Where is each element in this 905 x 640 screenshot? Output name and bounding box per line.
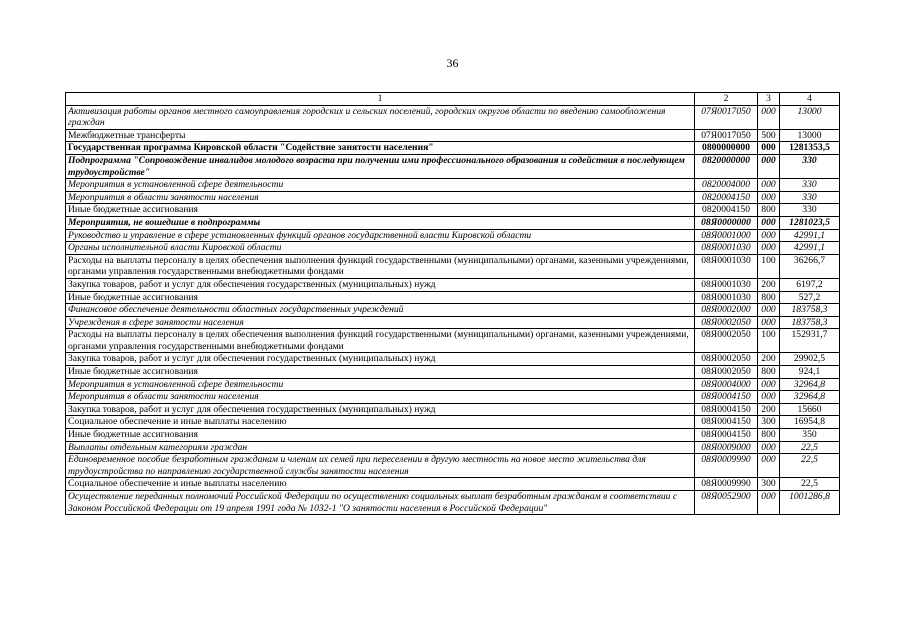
row-code: 08Я0002050 <box>695 316 758 329</box>
row-amount: 42991,1 <box>780 242 840 255</box>
row-kind: 000 <box>758 179 780 192</box>
row-code: 0820004150 <box>695 191 758 204</box>
row-amount: 13000 <box>780 129 840 142</box>
row-kind: 800 <box>758 429 780 442</box>
row-amount: 36266,7 <box>780 254 840 278</box>
row-amount: 350 <box>780 429 840 442</box>
table-row <box>66 254 840 278</box>
row-code: 08Я0004150 <box>695 429 758 442</box>
row-amount: 152931,7 <box>780 329 840 353</box>
row-amount: 32964,8 <box>780 391 840 404</box>
table-header-row <box>66 93 840 106</box>
row-code: 08Я0001000 <box>695 229 758 242</box>
row-kind: 800 <box>758 291 780 304</box>
row-code: 08Я0001030 <box>695 291 758 304</box>
row-name: Мероприятия, не вошедшие в подпрограммы <box>66 216 695 229</box>
row-code: 07Я0017050 <box>695 105 758 129</box>
row-kind: 000 <box>758 229 780 242</box>
row-amount: 527,2 <box>780 291 840 304</box>
row-code: 0800000000 <box>695 142 758 155</box>
row-name: Государственная программа Кировской области "Содействие занятости населения" <box>66 142 695 155</box>
table-row <box>66 329 840 353</box>
row-code: 08Я0001030 <box>695 242 758 255</box>
row-code: 08Я0001030 <box>695 254 758 278</box>
row-kind: 100 <box>758 329 780 353</box>
row-kind: 000 <box>758 216 780 229</box>
row-kind: 500 <box>758 129 780 142</box>
row-name: Финансовое обеспечение деятельности областных государственных учреждений <box>66 304 695 317</box>
row-kind: 000 <box>758 316 780 329</box>
header-col-2: 2 <box>695 93 758 106</box>
table-row <box>66 229 840 242</box>
row-name: Иные бюджетные ассигнования <box>66 366 695 379</box>
table-row <box>66 441 840 454</box>
row-kind: 200 <box>758 278 780 291</box>
row-code: 08Я0001030 <box>695 278 758 291</box>
row-code: 08Я0002000 <box>695 304 758 317</box>
row-amount: 1281353,5 <box>780 142 840 155</box>
row-name: Закупка товаров, работ и услуг для обеспечения государственных (муниципальных) нужд <box>66 403 695 416</box>
table-row <box>66 105 840 129</box>
row-code: 08Я0009990 <box>695 478 758 491</box>
row-amount: 1001286,8 <box>780 491 840 515</box>
table-row <box>66 129 840 142</box>
row-kind: 800 <box>758 204 780 217</box>
table-row <box>66 304 840 317</box>
page-number: 36 <box>446 56 459 70</box>
row-amount: 330 <box>780 179 840 192</box>
header-col-1: 1 <box>66 93 695 106</box>
row-name: Подпрограмма "Сопровождение инвалидов молодого возраста при получении ими профессионального образования и содействия в последующем трудоустройстве" <box>66 154 695 178</box>
row-name: Руководство и управление в сфере установленных функций органов государственной власти Кировской области <box>66 229 695 242</box>
table-row <box>66 154 840 178</box>
row-code: 0820000000 <box>695 154 758 178</box>
row-amount: 42991,1 <box>780 229 840 242</box>
row-name: Органы исполнительной власти Кировской области <box>66 242 695 255</box>
budget-table <box>65 92 840 515</box>
table-row <box>66 316 840 329</box>
table-row <box>66 142 840 155</box>
row-code: 0820004000 <box>695 179 758 192</box>
row-amount: 16954,8 <box>780 416 840 429</box>
row-amount: 330 <box>780 204 840 217</box>
table-row <box>66 429 840 442</box>
row-code: 08Я0002050 <box>695 329 758 353</box>
table-row <box>66 278 840 291</box>
row-code: 08Я0000000 <box>695 216 758 229</box>
row-kind: 000 <box>758 378 780 391</box>
table-row <box>66 291 840 304</box>
row-kind: 000 <box>758 154 780 178</box>
row-name: Единовременное пособие безработным гражданам и членам их семей при переселении в другую местность на новое место жительства для трудоустройства по направлению государственной службы занятости населения <box>66 454 695 478</box>
row-name: Активизация работы органов местного самоуправления городских и сельских поселений, городских округов области по введению самообложения граждан <box>66 105 695 129</box>
row-kind: 000 <box>758 304 780 317</box>
table-row <box>66 204 840 217</box>
row-name: Социальное обеспечение и иные выплаты населению <box>66 478 695 491</box>
row-name: Иные бюджетные ассигнования <box>66 204 695 217</box>
row-amount: 29902,5 <box>780 353 840 366</box>
table-row <box>66 179 840 192</box>
row-kind: 800 <box>758 366 780 379</box>
row-amount: 15660 <box>780 403 840 416</box>
row-amount: 330 <box>780 191 840 204</box>
row-amount: 183758,3 <box>780 304 840 317</box>
row-name: Закупка товаров, работ и услуг для обеспечения государственных (муниципальных) нужд <box>66 278 695 291</box>
row-kind: 300 <box>758 478 780 491</box>
row-kind: 000 <box>758 142 780 155</box>
table-row <box>66 216 840 229</box>
row-name: Социальное обеспечение и иные выплаты населению <box>66 416 695 429</box>
row-name: Мероприятия в области занятости населения <box>66 391 695 404</box>
header-col-4: 4 <box>780 93 840 106</box>
row-name: Мероприятия в установленной сфере деятельности <box>66 179 695 192</box>
row-name: Учреждения в сфере занятости населения <box>66 316 695 329</box>
row-name: Расходы на выплаты персоналу в целях обеспечения выполнения функций государственными (муниципальными) органами, казенными учреждениями, органами управления государственными внебюджетными фондами <box>66 254 695 278</box>
row-name: Мероприятия в установленной сфере деятельности <box>66 378 695 391</box>
row-amount: 183758,3 <box>780 316 840 329</box>
row-kind: 000 <box>758 491 780 515</box>
row-name: Иные бюджетные ассигнования <box>66 291 695 304</box>
row-code: 08Я0004150 <box>695 403 758 416</box>
table-row <box>66 191 840 204</box>
row-kind: 200 <box>758 403 780 416</box>
table-row <box>66 353 840 366</box>
row-kind: 100 <box>758 254 780 278</box>
row-kind: 200 <box>758 353 780 366</box>
table-row <box>66 478 840 491</box>
row-name: Иные бюджетные ассигнования <box>66 429 695 442</box>
row-kind: 300 <box>758 416 780 429</box>
row-code: 08Я0004150 <box>695 391 758 404</box>
row-kind: 000 <box>758 391 780 404</box>
table-row <box>66 366 840 379</box>
table-row <box>66 416 840 429</box>
row-code: 08Я0002050 <box>695 366 758 379</box>
row-amount: 924,1 <box>780 366 840 379</box>
row-name: Выплаты отдельным категориям граждан <box>66 441 695 454</box>
table-row <box>66 242 840 255</box>
row-kind: 000 <box>758 441 780 454</box>
row-name: Расходы на выплаты персоналу в целях обеспечения выполнения функций государственными (муниципальными) органами, казенными учреждениями, органами управления государственными внебюджетными фондами <box>66 329 695 353</box>
row-code: 08Я0004000 <box>695 378 758 391</box>
row-kind: 000 <box>758 105 780 129</box>
table-row <box>66 391 840 404</box>
row-code: 08Я0004150 <box>695 416 758 429</box>
row-amount: 330 <box>780 154 840 178</box>
header-col-3: 3 <box>758 93 780 106</box>
row-code: 08Я0002050 <box>695 353 758 366</box>
table-row <box>66 378 840 391</box>
row-amount: 1281023,5 <box>780 216 840 229</box>
row-code: 08Я0009990 <box>695 454 758 478</box>
row-amount: 32964,8 <box>780 378 840 391</box>
row-amount: 22,5 <box>780 441 840 454</box>
row-kind: 000 <box>758 242 780 255</box>
row-amount: 6197,2 <box>780 278 840 291</box>
table-row <box>66 491 840 515</box>
table-row <box>66 454 840 478</box>
row-code: 0820004150 <box>695 204 758 217</box>
row-amount: 22,5 <box>780 478 840 491</box>
row-kind: 000 <box>758 191 780 204</box>
row-name: Закупка товаров, работ и услуг для обеспечения государственных (муниципальных) нужд <box>66 353 695 366</box>
table-row <box>66 403 840 416</box>
row-code: 07Я0017050 <box>695 129 758 142</box>
row-amount: 22,5 <box>780 454 840 478</box>
row-name: Мероприятия в области занятости населения <box>66 191 695 204</box>
row-code: 08Я0052900 <box>695 491 758 515</box>
row-name: Межбюджетные трансферты <box>66 129 695 142</box>
row-name: Осуществление переданных полномочий Российской Федерации по осуществлению социальных выплат безработным гражданам в соответствии с Законом Российской Федерации от 19 апреля 1991 года № 1032-1 "О занятости населения в Российской Федерации" <box>66 491 695 515</box>
row-amount: 13000 <box>780 105 840 129</box>
row-kind: 000 <box>758 454 780 478</box>
row-code: 08Я0009000 <box>695 441 758 454</box>
